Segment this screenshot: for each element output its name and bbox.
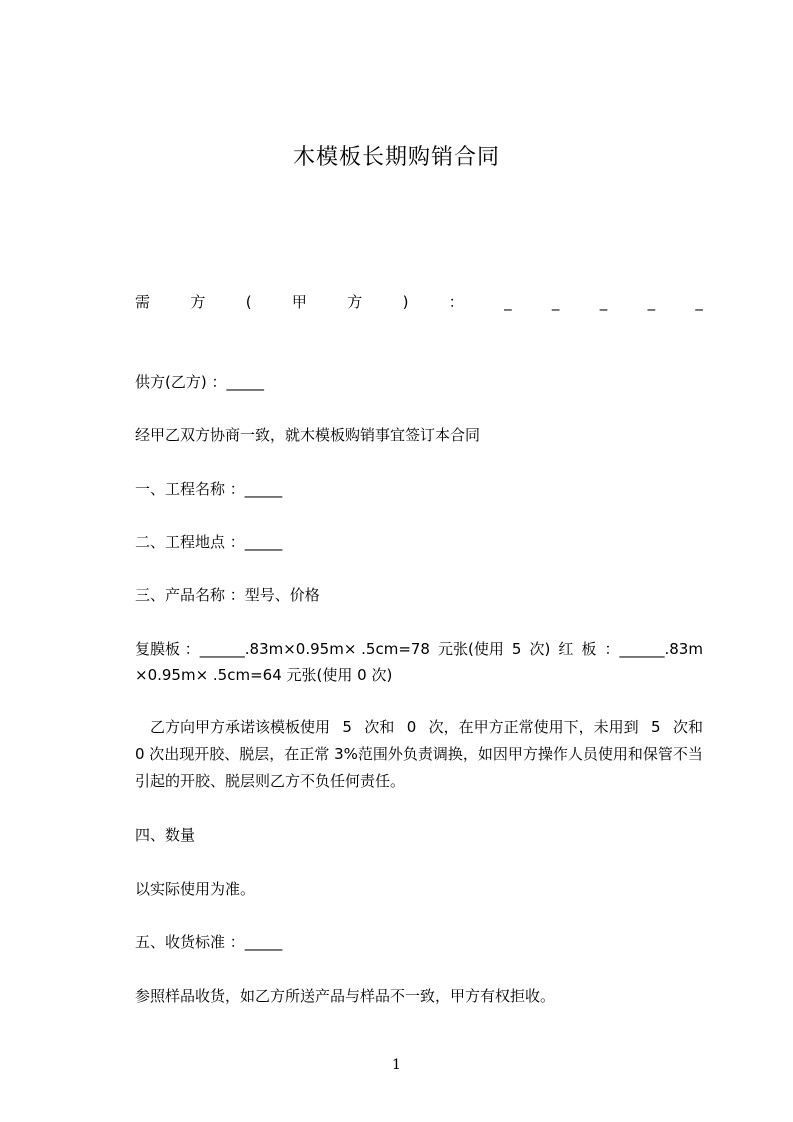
section-project-location: 二、工程地点 ：_____ [135, 533, 283, 551]
warranty-line-1 [150, 717, 703, 737]
buyer-char: 方 [347, 293, 363, 311]
buyer-char: 需 [135, 293, 151, 311]
document-title: 木模板长期购销合同 [292, 145, 500, 170]
page-number: 1 [392, 1057, 401, 1073]
buyer-char: 方 [190, 293, 206, 311]
product-text: 复膜板 ：______.83m×0.95m× .5cm=78 [135, 640, 430, 658]
warranty-text: 乙方向甲方承诺该模板使用 [150, 718, 331, 736]
blank-underscore: _ [647, 293, 656, 311]
blank-underscore: _ [599, 293, 608, 311]
intro-paragraph: 经甲乙双方协商一致，就木模板购销事宜签订本合同 [135, 426, 481, 444]
product-text: ：______.83m [604, 640, 703, 658]
warranty-line-2: 0 次出现开胶、脱层，在正常 3%范围外负责调换，如因甲方操作人员使用和保管不当 [135, 745, 703, 763]
product-text: 板 [581, 640, 597, 658]
section-product-name: 三、产品名称 ：型号、价格 [135, 586, 320, 604]
blank-underscore: _ [504, 293, 512, 311]
quantity-text: 以实际使用为准。 [135, 880, 256, 898]
section-quantity: 四、数量 [135, 826, 196, 844]
buyer-char: ( [245, 293, 252, 311]
warranty-line-3: 引起的开胶、脱层则乙方不负任何责任。 [135, 772, 406, 790]
warranty-text: 0 [406, 718, 417, 736]
warranty-text: 次和 [672, 718, 703, 736]
acceptance-text: 参照样品收货，如乙方所送产品与样品不一致，甲方有权拒收。 [135, 987, 556, 1005]
buyer-char: ) [402, 293, 409, 311]
buyer-line [135, 292, 703, 312]
warranty-text: 次，在甲方正常使用下，未用到 [428, 718, 639, 736]
product-text: 红 [558, 640, 574, 658]
section-acceptance-standard: 五、收货标准 ：_____ [135, 933, 283, 951]
buyer-char: 甲 [291, 293, 307, 311]
blank-underscore: _ [551, 293, 560, 311]
section-project-name: 一、工程名称 ：_____ [135, 480, 283, 498]
buyer-colon: ： [448, 293, 464, 311]
product-line-1 [135, 639, 703, 659]
product-text: 5 [511, 640, 522, 658]
warranty-text: 5 [342, 718, 352, 736]
supplier-line: 供方(乙方) ：_____ [135, 373, 264, 391]
product-text: 次) [529, 640, 551, 658]
blank-underscore: _ [695, 293, 703, 311]
product-line-2: ×0.95m× .5cm=64 元张(使用 0 次) [135, 666, 393, 684]
product-text: 元张(使用 [438, 640, 504, 658]
warranty-text: 5 [651, 718, 661, 736]
warranty-text: 次和 [364, 718, 395, 736]
